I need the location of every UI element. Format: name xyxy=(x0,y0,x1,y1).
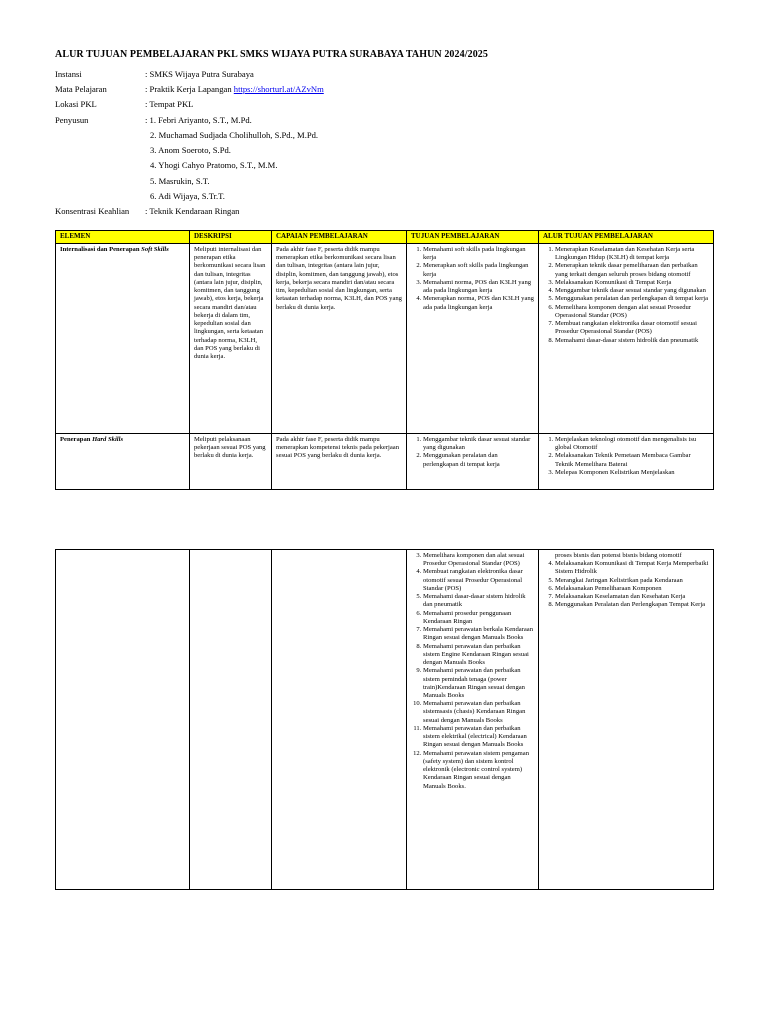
mapel-label: Mata Pelajaran xyxy=(55,83,107,94)
list-item: 1. Menjelaskan teknologi otomotif dan mengenalisis isu global Otomotif xyxy=(555,436,709,452)
list-item: 1. Menerapkan Keselamatan dan Kesehatan Kerja serta Lingkungan Hidup (K3LH) di tempat kerja xyxy=(555,246,709,262)
penyusun-1: : 1. Febri Ariyanto, S.T., M.Pd. xyxy=(145,114,252,125)
list-item: 7. Melaksanakan Keselamatan dan Kesehatan Kerja xyxy=(555,593,709,601)
cell-capaian: Pada akhir fase F, peserta didik mampu menerapkan etika berkomunikasi secara lisan dan tulisan, integritas (antara lain jujur, disiplin, komitmen, dan tanggung jawab), etos kerja, bekerja secara mandiri dan/atau secara tim, kepedulian sosial dan lingkungan, serta ketaatan terhadap norma, K3LH, dan POS yang berlaku di dunia kerja. xyxy=(272,244,407,434)
elemen-italic: Soft Skills xyxy=(141,246,169,253)
cell-elemen xyxy=(56,244,190,434)
header-elemen: ELEMEN xyxy=(56,231,190,244)
info-row-penyusun-5 xyxy=(55,173,324,188)
table-row xyxy=(56,550,714,890)
info-row-penyusun-6 xyxy=(55,188,324,203)
cell-capaian: Pada akhir fase F, peserta didik mampu menerapkan kompetensi teknis pada pekerjaan sesuai POS yang berlaku di dunia kerja. xyxy=(272,434,407,490)
list-item: 4. Menerapkan norma, POS dan K3LH yang ada pada lingkungan kerja xyxy=(423,295,534,311)
curriculum-table-continued xyxy=(55,549,714,890)
cell-tujuan xyxy=(407,434,539,490)
tujuan-list xyxy=(411,436,534,469)
list-item: 1. Memahami soft skills pada lingkungan kerja xyxy=(423,246,534,262)
list-item: 7. Memahami perawatan berkala Kendaraan Ringan sesuai dengan Manuals Books xyxy=(423,626,534,642)
list-item: 2. Menerapkan soft skills pada lingkungan kerja xyxy=(423,262,534,278)
konsentrasi-label: Konsentrasi Keahlian xyxy=(55,206,130,217)
header-alur: ALUR TUJUAN PEMBELAJARAN xyxy=(539,231,714,244)
cell-alur xyxy=(539,550,714,890)
penyusun-4: 4. Yhogi Cahyo Pratomo, S.T., M.M. xyxy=(150,160,278,171)
list-item: 6. Memahami prosedur penggunaan Kendaraan Ringan xyxy=(423,610,534,626)
info-block xyxy=(55,66,324,219)
list-item: 3. Memelihara komponen dan alat sesuai Prosedur Operasional Standar (POS) xyxy=(423,552,534,568)
page-title: ALUR TUJUAN PEMBELAJARAN PKL SMKS WIJAYA PUTRA SURABAYA TAHUN 2024/2025 xyxy=(55,49,489,60)
header-capaian: CAPAIAN PEMBELAJARAN xyxy=(272,231,407,244)
mapel-link[interactable]: https://shorturl.at/AZvNm xyxy=(233,83,324,94)
list-item: 8. Memahami dasar-dasar sistem hidrolik dan pneumatik xyxy=(555,337,709,345)
cell-capaian xyxy=(272,550,407,890)
penyusun-label: Penyusun xyxy=(55,114,89,125)
list-item: 9. Memahami perawatan dan perbaikan sistem pemindah tenaga (power train)Kendaraan Ringan sesuai dengan Manuals Books xyxy=(423,667,534,700)
mapel-text: : Praktik Kerja Lapangan xyxy=(145,83,234,94)
instansi-value: : SMKS Wijaya Putra Surabaya xyxy=(145,68,254,79)
list-item: 11. Memahami perawatan dan perbaikan sistem elektrikal (electrical) Kendaraan Ringan sesuai dengan Manuals Books xyxy=(423,725,534,750)
info-row-penyusun-2 xyxy=(55,127,324,142)
cell-deskripsi: Meliputi pelaksanaan pekerjaan sesuai POS yang berlaku di dunia kerja. xyxy=(190,434,272,490)
info-row-penyusun xyxy=(55,112,324,127)
instansi-label: Instansi xyxy=(55,68,82,79)
lokasi-label: Lokasi PKL xyxy=(55,99,97,110)
list-item: 5. Memahami dasar-dasar sistem hidrolik dan pneumatik xyxy=(423,593,534,609)
list-item: 10. Memahami perawatan dan perbaikan sistemsasis (chasis) Kendaraan Ringan sesuai dengan Manuals Books xyxy=(423,700,534,725)
konsentrasi-value: : Teknik Kendaraan Ringan xyxy=(145,206,240,217)
cell-elemen xyxy=(56,550,190,890)
cell-tujuan xyxy=(407,244,539,434)
mapel-value xyxy=(145,84,324,94)
header-tujuan: TUJUAN PEMBELAJARAN xyxy=(407,231,539,244)
list-item: 1. Menggambar teknik dasar sesuai standar yang digunakan xyxy=(423,436,534,452)
list-item: 5. Menggunakan peralatan dan perlengkapan di tempat kerja xyxy=(555,295,709,303)
lokasi-value: : Tempat PKL xyxy=(145,99,194,110)
table-row xyxy=(56,434,714,490)
alur-continuation: proses bisnis dan potensi bisnis bidang otomotif xyxy=(555,552,682,559)
list-item: 3. Melepas Komponen Kelistrikan Menjelaskan xyxy=(555,469,709,477)
penyusun-2: 2. Muchamad Sudjada Cholihulloh, S.Pd., M.Pd. xyxy=(150,129,319,140)
info-row-mapel xyxy=(55,81,324,96)
info-row-penyusun-4 xyxy=(55,158,324,173)
list-item: 2. Melaksanakan Teknik Pemetaan Membaca Gambar Teknik Memelihara Baterai xyxy=(555,452,709,468)
curriculum-table xyxy=(55,230,714,490)
list-item: 2. Menggunakan peralatan dan perlengkapan di tempat kerja xyxy=(423,452,534,468)
list-item: 4. Membuat rangkaian elektronika dasar otomotif sesuai Prosedur Operasional Standar (POS) xyxy=(423,568,534,593)
tujuan-list xyxy=(411,552,534,791)
list-item: 5. Merangkai Jaringan Kelistrikan pada Kendaraan xyxy=(555,577,709,585)
list-item: 3. Memahami norma, POS dan K3LH yang ada pada lingkungan kerja xyxy=(423,279,534,295)
list-item: 6. Melaksanakan Pemeliharaan Komponen xyxy=(555,585,709,593)
elemen-text: Internalisasi dan Penerapan xyxy=(60,246,142,253)
cell-tujuan xyxy=(407,550,539,890)
alur-list xyxy=(543,246,709,345)
elemen-italic: Hard Skills xyxy=(92,436,124,443)
list-item: 4. Melaksanakan Komunikasi di Tempat Kerja Memperbaiki Sistem Hidrolik xyxy=(555,560,709,576)
info-row-konsentrasi xyxy=(55,204,324,219)
list-item: 6. Memelihara komponen dengan alat sesuai Prosedur Operasional Standar (POS) xyxy=(555,304,709,320)
alur-list xyxy=(543,436,709,477)
list-item: 7. Membuat rangkaian elektronika dasar otomotif sesuai Prosedur Operasional Standar (POS) xyxy=(555,320,709,336)
info-row-lokasi xyxy=(55,97,324,112)
list-item: 8. Memahami perawatan dan perbaikan sistem Engine Kendaraan Ringan sesuai dengan Manuals Books xyxy=(423,643,534,668)
list-item: 12. Memahami perawatan sistem pengaman (safety system) dan sistem kontrol elektronik (electronic control system) Kendaraan Ringan sesuai dengan Manuals Books. xyxy=(423,750,534,791)
list-item: 8. Menggunakan Peralatan dan Perlengkapan Tempat Kerja xyxy=(555,601,709,609)
table-header-row xyxy=(56,231,714,244)
penyusun-5: 5. Masrukin, S.T. xyxy=(150,175,210,186)
elemen-text: Penerapan xyxy=(60,436,93,443)
list-item: 3. Melaksanakan Komunikasi di Tempat Kerja xyxy=(555,279,709,287)
cell-elemen xyxy=(56,434,190,490)
info-row-instansi xyxy=(55,66,324,81)
list-item: 4. Menggambar teknik dasar sesuai standar yang digunakan xyxy=(555,287,709,295)
tujuan-list xyxy=(411,246,534,312)
header-deskripsi: DESKRIPSI xyxy=(190,231,272,244)
cell-deskripsi xyxy=(190,550,272,890)
table-row xyxy=(56,244,714,434)
cell-deskripsi: Meliputi internalisasi dan penerapan etika berkomunikasi secara lisan dan tulisan, integritas (antara lain jujur, disiplin, komitmen, dan tanggung jawab), etos kerja, bekerja secara mandiri dan/atau bekerja di dalam tim, kepedulian sosial dan lingkungan, serta ketaatan terhadap norma, K3LH, dan POS yang berlaku di dunia kerja. xyxy=(190,244,272,434)
cell-alur xyxy=(539,244,714,434)
penyusun-3: 3. Anom Soeroto, S.Pd. xyxy=(150,145,231,156)
cell-alur xyxy=(539,434,714,490)
alur-list xyxy=(543,560,709,609)
info-row-penyusun-3 xyxy=(55,142,324,157)
list-item: 2. Menerapkan teknik dasar pemeliharaan dan perbaikan yang terkait dengan seluruh proses bidang otomotif xyxy=(555,262,709,278)
penyusun-6: 6. Adi Wijaya, S.Tr.T. xyxy=(150,191,225,202)
